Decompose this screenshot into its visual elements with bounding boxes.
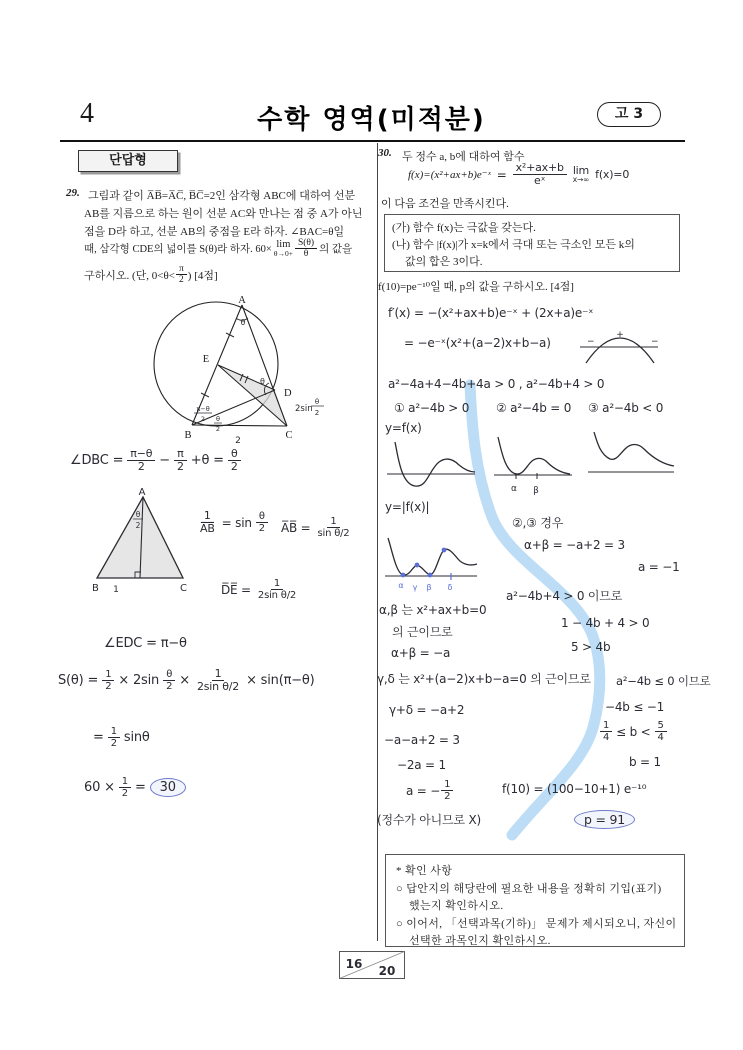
not-integer-note: (정수가 아니므로 X) xyxy=(377,813,481,827)
hand-equals: = xyxy=(496,167,507,182)
line5-suffix: ) [4점] xyxy=(187,269,218,282)
abs-alpha-label: α xyxy=(398,581,404,590)
area-formula: S(θ) = $\frac{1}{2}$ × 2sin $\frac{\theta}{2}$ × $\frac{1}{\text{2sin θ/2}}$ × sin(π−θ) xyxy=(58,667,315,694)
fraction: $\frac{\pi-\theta}{2}$ xyxy=(127,448,155,473)
printed-formula: f(x)=(x²+ax+b)e⁻ˣ xyxy=(408,169,491,182)
derivative-line-1: f′(x) = −(x²+ax+b)e⁻ˣ + (2x+a)e⁻ˣ xyxy=(388,306,594,320)
alpha-beta-sum-line: α+β = −a xyxy=(391,646,451,660)
roots-of-line: 의 근이므로 xyxy=(392,625,453,639)
problem-29-line1: 그림과 같이 A̅B̅=A̅C̅, B̅C̅=2인 삼각형 ABC에 대하여 선분 xyxy=(88,190,356,202)
line4-suffix: 의 값을 xyxy=(319,244,353,256)
answer-circle-p91: p = 91 xyxy=(574,810,635,829)
angle-b1-den: 2 xyxy=(200,415,206,423)
area-simplified: = $\frac{1}{2}$ sinθ xyxy=(93,726,150,749)
de-value-equation: D̅E̅ = $\frac{1}{\text{2sin θ/2}}$ xyxy=(221,578,299,601)
ineq-line-1: 1 − 4b + 4 > 0 xyxy=(561,616,650,630)
discriminant-neg-line: a²−4b ≤ 0 이므로 xyxy=(616,674,711,688)
point-label-b: B xyxy=(184,430,192,441)
fraction: $\frac{\theta}{2}$ xyxy=(163,669,175,692)
ab-sine-equation: $\frac{1}{A̅B̅}$ = sin $\frac{\theta}{2}$ xyxy=(197,510,268,535)
fraction: $\frac{\theta}{2}$ xyxy=(256,511,268,534)
line5-prefix: 구하시오. (단, 0<θ< xyxy=(84,269,175,282)
header-rule xyxy=(60,140,685,142)
hand-limit-rhs: f(x)=0 xyxy=(595,168,630,182)
problem-29-line4 xyxy=(84,238,352,260)
fraction: $\frac{1}{2}$ xyxy=(108,726,120,749)
line4-prefix: 때, 삼각형 CDE의 넓이를 S(θ)라 하자. 60× xyxy=(84,244,272,256)
angle-theta-d: θ xyxy=(260,377,265,386)
condition-box xyxy=(384,214,680,272)
fx-curve-case2 xyxy=(492,433,574,499)
fraction: $\frac{1}{4}$ xyxy=(600,720,612,743)
angle-edc-equation: ∠EDC = π−θ xyxy=(104,636,187,651)
y-absfx-label: y=|f(x)| xyxy=(385,500,430,514)
fraction: $\frac{1}{2}$ xyxy=(102,669,114,692)
point-label-c: C xyxy=(285,430,293,441)
page-indicator xyxy=(339,951,405,979)
discriminant-line: a²−4a+4−4b+4a > 0 , a²−4b+4 > 0 xyxy=(388,377,605,391)
b-range-line: $\frac{1}{4}$ ≤ b < $\frac{5}{4}$ xyxy=(600,720,667,743)
triangle-figure xyxy=(85,487,200,599)
tri-label-a: A xyxy=(138,487,146,498)
abs-gamma-label: γ xyxy=(412,583,418,592)
point-label-e: E xyxy=(202,354,210,365)
condition-na-1: (나) 함수 |f(x)|가 x=k에서 극대 또는 극소인 모든 k의 xyxy=(392,239,635,251)
beta-label: β xyxy=(533,486,539,496)
fraction: $\frac{\pi}{2}$ xyxy=(174,448,187,473)
fraction-s-theta: $\frac{S(\theta)}{\theta}$ xyxy=(295,238,317,260)
problem-29-line5 xyxy=(84,264,218,286)
case-2: ② a²−4b = 0 xyxy=(496,401,572,415)
page-total: 20 xyxy=(378,964,396,978)
limit-notation: lim θ→0+ xyxy=(273,238,293,259)
a-half-line: a = − $\frac{1}{2}$ xyxy=(406,779,453,802)
b-value-line: b = 1 xyxy=(629,755,661,769)
derivative-line-2: = −e⁻ˣ(x²+(a−2)x+b−a) xyxy=(404,336,551,350)
abs-beta-label: β xyxy=(426,583,432,592)
case-3: ③ a²−4b < 0 xyxy=(588,401,664,415)
exam-title: 수학 영역(미적분) xyxy=(257,105,486,135)
problem-30-question: f(10)=pe⁻¹⁰일 때, p의 값을 구하시오. [4점] xyxy=(378,281,574,293)
problem-30-formula-row xyxy=(408,162,629,187)
sign-minus-left: − xyxy=(587,337,595,347)
fraction: $\frac{1}{\text{2sin θ/2}}$ xyxy=(196,667,240,694)
tri-angle-num: θ xyxy=(135,510,141,519)
alpha-label: α xyxy=(511,484,517,494)
ineq-line-3: −4b ≤ −1 xyxy=(605,700,665,714)
grade-badge: 고 3 xyxy=(597,102,661,127)
tri-base-half: 1 xyxy=(113,585,119,595)
hand-fraction: $\frac{\text{x²+ax+b}}{\text{eˣ}}$ xyxy=(513,162,567,187)
fraction: $\frac{1}{\text{sin θ/2}}$ xyxy=(317,516,350,539)
gamma-delta-sum-line: γ+δ = −a+2 xyxy=(389,703,465,717)
fraction: $\frac{1}{2}$ xyxy=(441,779,453,802)
fraction: $\frac{\theta}{2}$ xyxy=(228,448,241,473)
case-23-label: ②,③ 경우 xyxy=(512,516,564,530)
problem-29-line3: 점을 D라 하고, 선분 AB의 중점을 E라 하자. ∠BAC=θ일 xyxy=(84,226,345,238)
tri-label-b: B xyxy=(92,583,99,594)
y-fx-label: y=f(x) xyxy=(385,421,422,435)
discriminant-pos-line: a²−4b+4 > 0 이므로 xyxy=(506,589,623,603)
problem-29-number: 29. xyxy=(66,187,80,199)
problem-30-cond-intro: 이 다음 조건을 만족시킨다. xyxy=(381,198,509,210)
page-current: 16 xyxy=(345,957,363,971)
answer-type-box: 단답형 xyxy=(78,150,178,172)
fraction: $\frac{5}{4}$ xyxy=(655,720,667,743)
check-title: * 확인 사항 xyxy=(396,865,453,877)
problem-29-line2: AB를 지름으로 하는 원이 선분 AC와 만나는 점 중 A가 아닌 xyxy=(84,208,363,220)
ab-value-equation: A̅B̅ = $\frac{1}{\text{sin θ/2}}$ xyxy=(281,516,352,539)
fraction-pi-2: $\frac{\pi}{2}$ xyxy=(176,264,187,286)
point-label-a: A xyxy=(238,296,246,306)
equation-line-2: −2a = 1 xyxy=(397,758,446,772)
angle-b1-num: π−θ xyxy=(196,405,210,413)
sign-parabola-sketch xyxy=(578,328,662,366)
sign-plus: + xyxy=(616,330,624,340)
condition-ga: (가) 함수 f(x)는 극값을 갖는다. xyxy=(392,222,536,234)
sign-minus-right: − xyxy=(651,337,659,347)
ineq-line-2: 5 > 4b xyxy=(571,640,611,654)
answer-circle-30: 30 xyxy=(150,778,186,797)
fx-curve-case3 xyxy=(586,428,676,484)
page-number: 4 xyxy=(80,98,94,129)
case-1: ① a²−4b > 0 xyxy=(394,401,470,415)
check-item-1a: ○ 답안지의 해당란에 필요한 내용을 정확히 기입(표기) xyxy=(396,882,662,895)
angle-b2-den: 2 xyxy=(215,425,221,433)
check-notice-box xyxy=(385,854,685,947)
fraction: $\frac{1}{2}$ xyxy=(119,776,131,799)
side-bc-label: 2 xyxy=(235,436,241,446)
equation-line-1: −a−a+2 = 3 xyxy=(384,733,460,747)
angle-theta-a: θ xyxy=(240,318,246,327)
side-dc-den: 2 xyxy=(314,409,320,417)
fx-curve-case1 xyxy=(385,438,477,494)
tri-angle-den: 2 xyxy=(135,521,141,530)
abs-delta-label: δ xyxy=(447,583,453,592)
fraction: $\frac{1}{\text{2sin θ/2}}$ xyxy=(257,578,297,601)
check-item-1b: 했는지 확인하시오. xyxy=(409,900,504,912)
sum-roots-line: α+β = −a+2 = 3 xyxy=(524,538,625,552)
final-answer-29: 60 × $\frac{1}{2}$ = 30 xyxy=(84,776,186,799)
hand-limit: lim x→∞ xyxy=(572,164,590,185)
condition-na-2: 값의 합은 3이다. xyxy=(405,256,483,268)
problem-30-number: 30. xyxy=(378,147,392,159)
side-dc-label: 2sin xyxy=(295,404,313,414)
angle-dbc-equation: ∠DBC = $\frac{\pi-\theta}{2}$ − $\frac{\pi}{2}$ +θ = $\frac{\theta}{2}$ xyxy=(70,448,241,473)
tri-label-c: C xyxy=(180,583,187,594)
check-item-2a: ○ 이어서, 「선택과목(기하)」 문제가 제시되오니, 자신이 xyxy=(396,917,677,930)
f10-value-line: f(10) = (100−10+1) e⁻¹⁰ xyxy=(502,782,647,796)
angle-b2-num: θ xyxy=(216,415,220,423)
fraction: $\frac{1}{A̅B̅}$ xyxy=(200,509,215,536)
problem-30-intro: 두 정수 a, b에 대하여 함수 xyxy=(402,151,525,163)
absfx-curve xyxy=(383,536,479,596)
alpha-beta-roots-line: α,β 는 x²+ax+b=0 xyxy=(379,603,487,617)
point-label-d: D xyxy=(284,388,292,399)
check-item-2b: 선택한 과목인지 확인하시오. xyxy=(409,935,551,947)
side-dc-num: θ xyxy=(314,398,320,406)
a-value-line: a = −1 xyxy=(638,560,680,574)
gamma-delta-roots-line: γ,δ 는 x²+(a−2)x+b−a=0 의 근이므로 xyxy=(377,672,591,686)
